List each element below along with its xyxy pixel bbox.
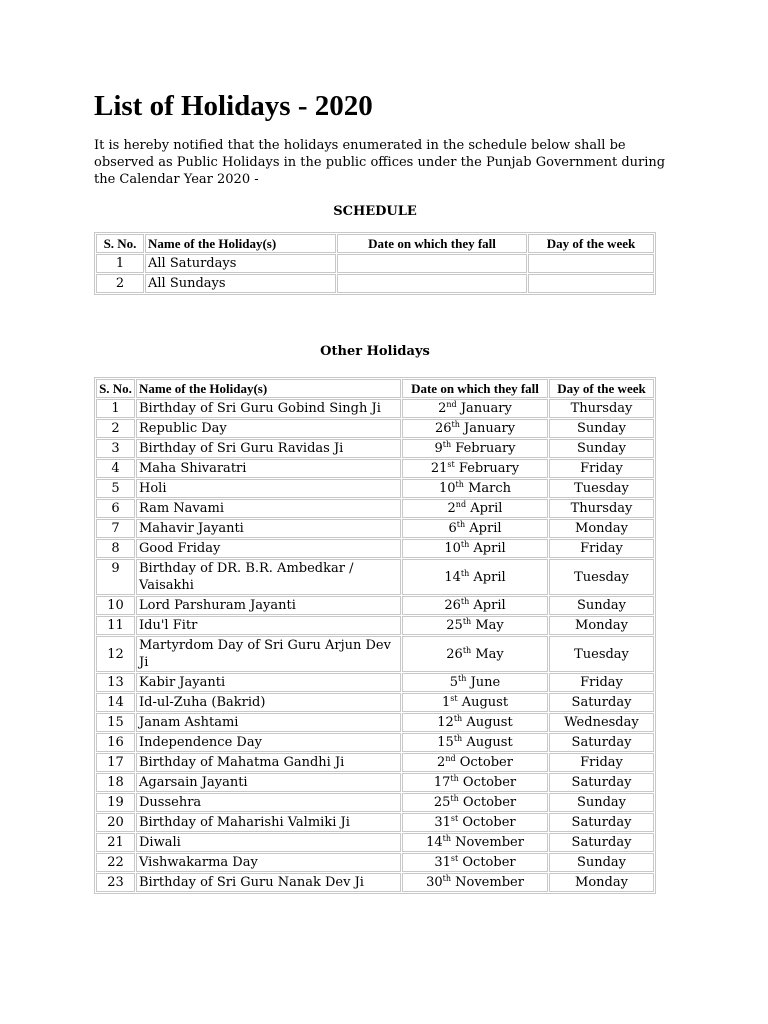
cell-day: Sunday <box>549 439 654 458</box>
cell-name: Republic Day <box>136 419 401 438</box>
table-row <box>96 753 654 772</box>
cell-name: Janam Ashtami <box>136 713 401 732</box>
other-header-row <box>96 379 654 398</box>
date-ordinal-suffix: st <box>450 814 459 823</box>
cell-day: Monday <box>549 873 654 892</box>
date-day-number: 2 <box>437 755 446 770</box>
col-date: Date on which they fall <box>402 379 548 398</box>
cell-day: Sunday <box>549 419 654 438</box>
date-day-number: 17 <box>433 775 451 790</box>
date-day-number: 21 <box>430 461 448 476</box>
table-row <box>96 479 654 498</box>
date-day-number: 31 <box>434 815 451 830</box>
date-month: November <box>455 875 524 890</box>
date-ordinal-suffix: th <box>460 540 470 549</box>
table-row <box>96 873 654 892</box>
cell-sno: 9 <box>96 559 135 595</box>
date-ordinal-suffix: st <box>450 694 458 703</box>
cell-name: Diwali <box>136 833 401 852</box>
date-day-number: 26 <box>446 646 463 662</box>
date-day-number: 9 <box>434 441 443 456</box>
date-day-number: 10 <box>439 481 456 496</box>
table-row <box>96 439 654 458</box>
date-month: April <box>473 541 506 556</box>
date-day-number: 15 <box>437 735 454 750</box>
date-month: January <box>464 421 516 436</box>
cell-day: Tuesday <box>549 479 654 498</box>
cell-date <box>402 539 548 558</box>
date-day-number: 25 <box>446 618 463 633</box>
cell-day <box>528 254 654 273</box>
date-ordinal-suffix: th <box>460 568 470 578</box>
cell-date <box>337 254 527 273</box>
date-ordinal-suffix: th <box>462 617 472 626</box>
col-day: Day of the week <box>528 234 654 253</box>
cell-date <box>402 616 548 635</box>
cell-date <box>402 753 548 772</box>
cell-date <box>402 673 548 692</box>
cell-day: Friday <box>549 673 654 692</box>
date-day-number: 2 <box>438 401 447 416</box>
cell-date <box>402 636 548 672</box>
date-ordinal-suffix: th <box>456 520 466 529</box>
cell-date <box>402 793 548 812</box>
table-row <box>96 733 654 752</box>
table-row <box>96 499 654 518</box>
cell-day: Sunday <box>549 596 654 615</box>
cell-name: Agarsain Jayanti <box>136 773 401 792</box>
cell-date <box>402 833 548 852</box>
table-row <box>96 459 654 478</box>
cell-name: Birthday of Mahatma Gandhi Ji <box>136 753 401 772</box>
cell-sno: 16 <box>96 733 135 752</box>
date-day-number: 31 <box>434 855 451 870</box>
cell-name: Independence Day <box>136 733 401 752</box>
date-day-number: 12 <box>437 715 454 730</box>
table-row <box>96 793 654 812</box>
date-day-number: 30 <box>426 875 443 890</box>
cell-sno: 12 <box>96 636 135 672</box>
date-month: October <box>462 795 517 810</box>
cell-name: Holi <box>136 479 401 498</box>
date-day-number: 26 <box>434 421 452 436</box>
date-month: April <box>469 521 502 536</box>
cell-day: Monday <box>549 616 654 635</box>
cell-name: Birthday of DR. B.R. Ambedkar / Vaisakhi <box>136 559 401 595</box>
cell-date <box>402 813 548 832</box>
date-ordinal-suffix: nd <box>445 754 456 763</box>
cell-name: Id-ul-Zuha (Bakrid) <box>136 693 401 712</box>
cell-sno: 3 <box>96 439 135 458</box>
cell-date <box>402 499 548 518</box>
date-ordinal-suffix: th <box>442 874 451 883</box>
cell-day: Wednesday <box>549 713 654 732</box>
cell-sno: 20 <box>96 813 135 832</box>
table-row <box>96 813 654 832</box>
date-ordinal-suffix: nd <box>455 500 467 509</box>
table-row <box>96 636 654 672</box>
cell-name: Birthday of Sri Guru Nanak Dev Ji <box>136 873 401 892</box>
cell-sno: 2 <box>96 274 144 293</box>
cell-date <box>402 419 548 438</box>
date-ordinal-suffix: st <box>447 460 455 469</box>
date-day-number: 14 <box>426 835 443 850</box>
table-row <box>96 539 654 558</box>
cell-day: Thursday <box>549 499 654 518</box>
date-ordinal-suffix: th <box>460 597 470 606</box>
table-row <box>96 616 654 635</box>
date-day-number: 5 <box>449 675 459 690</box>
date-ordinal-suffix: th <box>442 834 451 843</box>
table-row <box>96 274 654 293</box>
date-month: March <box>468 481 511 496</box>
cell-name: Kabir Jayanti <box>136 673 401 692</box>
col-day: Day of the week <box>549 379 654 398</box>
date-ordinal-suffix: th <box>453 734 463 743</box>
cell-date <box>402 559 548 595</box>
cell-date <box>402 693 548 712</box>
date-month: October <box>459 755 513 770</box>
date-ordinal-suffix: th <box>455 480 464 489</box>
date-month: February <box>458 461 520 476</box>
date-day-number: 10 <box>444 541 461 556</box>
table-row <box>96 399 654 418</box>
cell-date <box>402 459 548 478</box>
cell-name: Birthday of Sri Guru Gobind Singh Ji <box>136 399 401 418</box>
cell-day: Monday <box>549 519 654 538</box>
cell-date <box>402 596 548 615</box>
date-month: August <box>466 735 513 750</box>
date-day-number: 14 <box>444 569 461 585</box>
cell-day: Saturday <box>549 773 654 792</box>
schedule-heading: SCHEDULE <box>333 204 417 219</box>
cell-day: Thursday <box>549 399 654 418</box>
cell-name: Ram Navami <box>136 499 401 518</box>
date-month: February <box>455 441 516 456</box>
date-month: October <box>462 775 517 790</box>
cell-day: Sunday <box>549 793 654 812</box>
date-month: October <box>462 855 516 870</box>
other-holidays-table <box>94 377 656 894</box>
date-month: August <box>461 695 509 710</box>
date-day-number: 1 <box>441 695 451 710</box>
cell-sno: 17 <box>96 753 135 772</box>
cell-name: Maha Shivaratri <box>136 459 401 478</box>
cell-date <box>402 733 548 752</box>
table-row <box>96 713 654 732</box>
page-title: List of Holidays - 2020 <box>94 90 373 122</box>
date-month: April <box>473 598 506 613</box>
table-row <box>96 773 654 792</box>
cell-sno: 4 <box>96 459 135 478</box>
cell-day: Saturday <box>549 693 654 712</box>
cell-sno: 18 <box>96 773 135 792</box>
date-month: June <box>470 675 501 690</box>
cell-name: All Saturdays <box>145 254 336 273</box>
date-ordinal-suffix: th <box>453 714 463 723</box>
cell-day: Saturday <box>549 733 654 752</box>
cell-sno: 8 <box>96 539 135 558</box>
table-row <box>96 519 654 538</box>
cell-name: Good Friday <box>136 539 401 558</box>
cell-date <box>402 853 548 872</box>
table-row <box>96 673 654 692</box>
cell-name: Birthday of Sri Guru Ravidas Ji <box>136 439 401 458</box>
schedule-header-row <box>96 234 654 253</box>
col-date: Date on which they fall <box>337 234 527 253</box>
cell-sno: 21 <box>96 833 135 852</box>
cell-name: All Sundays <box>145 274 336 293</box>
date-ordinal-suffix: th <box>462 645 472 655</box>
col-sno: S. No. <box>96 234 144 253</box>
cell-sno: 11 <box>96 616 135 635</box>
date-day-number: 2 <box>447 501 456 516</box>
cell-sno: 2 <box>96 419 135 438</box>
cell-name: Mahavir Jayanti <box>136 519 401 538</box>
cell-sno: 13 <box>96 673 135 692</box>
cell-sno: 6 <box>96 499 135 518</box>
cell-name: Vishwakarma Day <box>136 853 401 872</box>
cell-day: Sunday <box>549 853 654 872</box>
col-sno: S. No. <box>96 379 135 398</box>
cell-day: Saturday <box>549 833 654 852</box>
other-holidays-heading: Other Holidays <box>320 344 430 359</box>
col-name: Name of the Holiday(s) <box>145 234 336 253</box>
cell-sno: 5 <box>96 479 135 498</box>
cell-date <box>402 479 548 498</box>
cell-date <box>402 713 548 732</box>
cell-date <box>402 439 548 458</box>
cell-day: Saturday <box>549 813 654 832</box>
cell-sno: 23 <box>96 873 135 892</box>
cell-name: Dussehra <box>136 793 401 812</box>
cell-date <box>402 399 548 418</box>
cell-day: Tuesday <box>549 636 654 672</box>
cell-date <box>402 519 548 538</box>
table-row <box>96 833 654 852</box>
cell-date <box>402 873 548 892</box>
cell-name: Martyrdom Day of Sri Guru Arjun Dev Ji <box>136 636 401 672</box>
cell-date <box>402 773 548 792</box>
date-day-number: 25 <box>433 795 451 810</box>
cell-date <box>337 274 527 293</box>
cell-sno: 14 <box>96 693 135 712</box>
date-ordinal-suffix: th <box>450 794 459 803</box>
date-day-number: 26 <box>444 598 461 613</box>
cell-day: Friday <box>549 539 654 558</box>
date-month: May <box>475 646 504 662</box>
date-month: November <box>455 835 524 850</box>
date-ordinal-suffix: th <box>458 674 467 683</box>
date-month: April <box>470 501 503 516</box>
table-row <box>96 559 654 595</box>
cell-sno: 19 <box>96 793 135 812</box>
cell-sno: 1 <box>96 254 144 273</box>
date-month: August <box>466 715 513 730</box>
cell-day: Tuesday <box>549 559 654 595</box>
date-ordinal-suffix: th <box>450 774 459 783</box>
table-row <box>96 693 654 712</box>
col-name: Name of the Holiday(s) <box>136 379 401 398</box>
cell-day: Friday <box>549 459 654 478</box>
date-ordinal-suffix: st <box>450 854 459 863</box>
table-row <box>96 596 654 615</box>
cell-name: Lord Parshuram Jayanti <box>136 596 401 615</box>
table-row <box>96 254 654 273</box>
cell-day <box>528 274 654 293</box>
cell-sno: 22 <box>96 853 135 872</box>
cell-name: Idu'l Fitr <box>136 616 401 635</box>
date-month: January <box>460 401 512 416</box>
cell-sno: 15 <box>96 713 135 732</box>
date-month: April <box>473 569 506 585</box>
date-ordinal-suffix: th <box>442 440 452 449</box>
date-ordinal-suffix: th <box>451 420 460 429</box>
date-month: May <box>475 618 504 633</box>
cell-day: Friday <box>549 753 654 772</box>
schedule-table <box>94 232 656 295</box>
cell-sno: 10 <box>96 596 135 615</box>
table-row <box>96 419 654 438</box>
date-month: October <box>462 815 516 830</box>
document-page <box>94 88 674 894</box>
date-day-number: 6 <box>448 521 457 536</box>
table-row <box>96 853 654 872</box>
cell-sno: 1 <box>96 399 135 418</box>
cell-sno: 7 <box>96 519 135 538</box>
date-ordinal-suffix: nd <box>446 400 457 409</box>
cell-name: Birthday of Maharishi Valmiki Ji <box>136 813 401 832</box>
intro-paragraph: It is hereby notified that the holidays enumerated in the schedule below shall be observed as Public Holidays in the public offices under the Punjab Government during the Calendar Year 2020 - <box>94 138 666 187</box>
